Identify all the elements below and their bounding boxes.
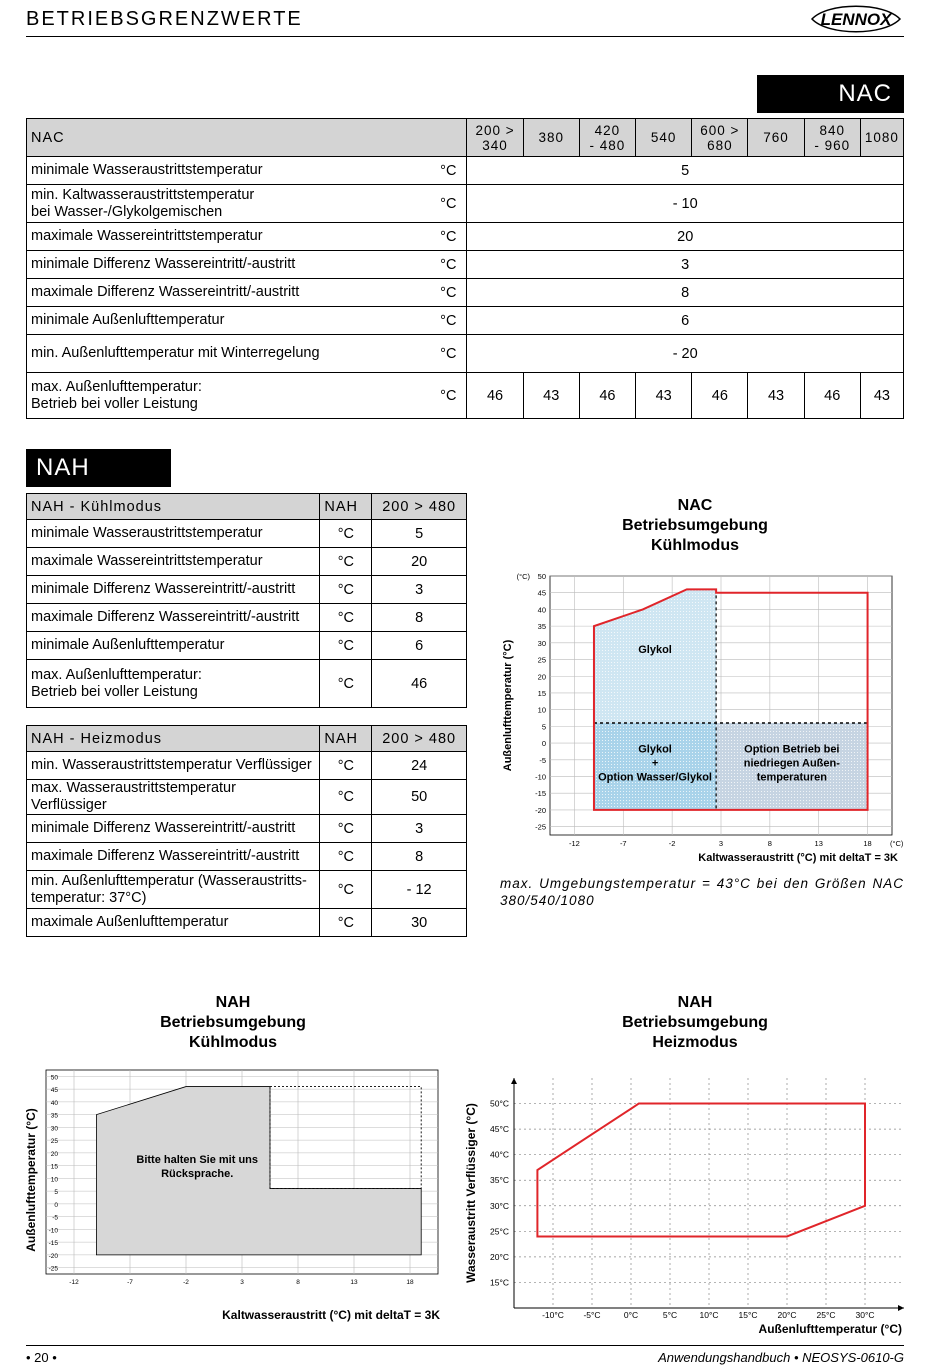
- table-row: [27, 632, 467, 660]
- row-value: 20: [372, 548, 467, 576]
- y-axis-label: Außenlufttemperatur (°C): [24, 1108, 38, 1252]
- nac-section-badge: NAC: [757, 75, 904, 113]
- row-value: 8: [372, 843, 467, 871]
- table-size-header: 200 > 480: [372, 494, 467, 520]
- table-title: NAH - Heizmodus: [27, 726, 320, 752]
- x-tick-label: 10°C: [699, 1310, 719, 1320]
- x-tick-label: 18: [863, 839, 872, 848]
- row-value: 8: [467, 279, 904, 307]
- row-unit: °C: [320, 909, 372, 937]
- nah-heating-chart: [460, 1070, 910, 1340]
- y-tick-label: 45°C: [490, 1124, 509, 1135]
- row-label: maximale Wassereintrittstemperatur: [27, 548, 320, 576]
- row-label: minimale Außenlufttemperatur: [27, 307, 395, 335]
- nac-table-row: [27, 279, 904, 307]
- nac-table-row: [27, 373, 904, 419]
- table-row: [27, 871, 467, 909]
- table-row: [27, 520, 467, 548]
- nah-cooling-table: [26, 493, 467, 708]
- row-unit: °C: [394, 307, 466, 335]
- row-value: 3: [467, 251, 904, 279]
- row-unit: °C: [394, 373, 466, 419]
- row-unit: °C: [320, 548, 372, 576]
- nac-size-column-header: 420 - 480: [579, 119, 635, 157]
- row-unit: °C: [320, 752, 372, 780]
- row-label: maximale Wassereintrittstemperatur: [27, 223, 395, 251]
- row-label: min. Wasseraustrittstemperatur Verflüssiger: [27, 752, 320, 780]
- row-label: minimale Außenlufttemperatur: [27, 632, 320, 660]
- x-tick-label: 5°C: [662, 1310, 678, 1320]
- row-value: 43: [860, 373, 903, 419]
- page-title: BETRIEBSGRENZWERTE: [26, 8, 303, 30]
- row-label: maximale Differenz Wassereintritt/-austritt: [27, 279, 395, 307]
- table-title: NAH - Kühlmodus: [27, 494, 320, 520]
- x-tick-label: 8: [296, 1279, 300, 1286]
- row-label: max. Wasseraustrittstemperatur Verflüssiger: [27, 780, 320, 815]
- table-model-header: NAH: [320, 726, 372, 752]
- y-tick-label: 10: [537, 705, 546, 715]
- x-tick-label: -12: [569, 839, 580, 848]
- nah-heating-table: [26, 725, 467, 937]
- table-size-header: 200 > 480: [372, 726, 467, 752]
- region-label: Glykol: [638, 743, 672, 756]
- row-value: - 20: [467, 335, 904, 373]
- row-label: min. Kaltwasseraustrittstemperatur bei Wasser-/Glykolgemischen: [27, 185, 395, 223]
- row-unit: °C: [320, 780, 372, 815]
- x-tick-label: 13: [814, 839, 823, 848]
- y-tick-label: 20: [537, 672, 546, 682]
- table-row: [27, 815, 467, 843]
- nac-table-row: [27, 307, 904, 335]
- region-label: Option Betrieb bei: [744, 743, 840, 756]
- y-tick-label: 40: [537, 605, 546, 615]
- region-label: +: [651, 757, 659, 770]
- y-tick-label: 20: [50, 1150, 58, 1158]
- x-tick-label: 30°C: [855, 1310, 875, 1320]
- y-tick-label: -5: [52, 1214, 58, 1222]
- row-unit: °C: [320, 632, 372, 660]
- row-value: 3: [372, 576, 467, 604]
- table-header-row: [27, 726, 467, 752]
- x-tick-label: 20°C: [777, 1310, 797, 1320]
- row-value: 43: [748, 373, 804, 419]
- y-tick-label: 10: [50, 1176, 58, 1184]
- row-label: min. Außenlufttemperatur (Wasseraustritts- temperatur: 37°C): [27, 871, 320, 909]
- nac-size-column-header: 840 - 960: [804, 119, 860, 157]
- footer-rule: [26, 1345, 904, 1346]
- row-label: minimale Wasseraustrittstemperatur: [27, 520, 320, 548]
- row-unit: °C: [320, 815, 372, 843]
- row-value: 43: [636, 373, 692, 419]
- region-label: niedriegen Außen-: [743, 757, 840, 770]
- nac-size-column-header: 760: [748, 119, 804, 157]
- nac-size-column-header: 380: [523, 119, 579, 157]
- row-unit: °C: [320, 576, 372, 604]
- row-label: minimale Wasseraustrittstemperatur: [27, 157, 395, 185]
- row-value: - 10: [467, 185, 904, 223]
- row-unit: °C: [394, 157, 466, 185]
- y-tick-label: -25: [48, 1265, 58, 1273]
- region-label: Option Wasser/Glykol: [598, 771, 712, 784]
- y-unit-label: (°C): [516, 572, 530, 581]
- x-tick-label: -10°C: [542, 1310, 564, 1320]
- row-unit: °C: [394, 223, 466, 251]
- y-tick-label: 5: [541, 722, 546, 732]
- y-tick-label: -20: [535, 805, 546, 815]
- nac-table-row: [27, 223, 904, 251]
- y-tick-label: -15: [48, 1240, 58, 1248]
- x-axis-label: Außenlufttemperatur (°C): [758, 1322, 902, 1336]
- table-row: [27, 576, 467, 604]
- row-label: min. Außenlufttemperatur mit Winterregelung: [27, 335, 395, 373]
- row-value: - 12: [372, 871, 467, 909]
- y-tick-label: 30: [537, 638, 546, 648]
- row-label: max. Außenlufttemperatur: Betrieb bei voller Leistung: [27, 373, 395, 419]
- nac-header-label: NAC: [27, 119, 467, 157]
- x-tick-label: -12: [69, 1279, 79, 1286]
- row-value: 3: [372, 815, 467, 843]
- y-tick-label: 30°C: [490, 1200, 509, 1211]
- y-tick-label: 45: [50, 1087, 58, 1095]
- row-label: minimale Differenz Wassereintritt/-austritt: [27, 251, 395, 279]
- nac-table-row: [27, 157, 904, 185]
- row-value: 8: [372, 604, 467, 632]
- y-tick-label: -10: [48, 1227, 58, 1235]
- region-label: temperaturen: [756, 771, 827, 784]
- row-unit: °C: [320, 871, 372, 909]
- nac-cooling-chart: [496, 568, 904, 868]
- row-value: 30: [372, 909, 467, 937]
- x-tick-label: 8: [767, 839, 772, 848]
- row-unit: °C: [394, 185, 466, 223]
- row-unit: °C: [320, 520, 372, 548]
- y-tick-label: 0: [54, 1201, 58, 1209]
- table-row: [27, 604, 467, 632]
- logo-text: LENNOX: [820, 10, 892, 29]
- table-row: [27, 780, 467, 815]
- nac-chart-title: NAC Betriebsumgebung Kühlmodus: [622, 497, 768, 554]
- nac-size-column-header: 1080: [860, 119, 903, 157]
- nac-note: max. Umgebungstemperatur = 43°C bei den Größen NAC 380/540/1080: [500, 876, 904, 908]
- row-value: 50: [372, 780, 467, 815]
- y-tick-label: 0: [541, 739, 546, 749]
- y-tick-label: -25: [535, 822, 546, 832]
- nac-size-column-header: 200 > 340: [467, 119, 523, 157]
- document-id: Anwendungshandbuch • NEOSYS-0610-G: [658, 1350, 904, 1365]
- row-unit: °C: [320, 604, 372, 632]
- y-tick-label: 50°C: [490, 1098, 509, 1109]
- row-value: 46: [372, 660, 467, 708]
- row-unit: °C: [320, 843, 372, 871]
- x-tick-label: -7: [619, 839, 627, 848]
- table-row: [27, 660, 467, 708]
- nac-table-row: [27, 251, 904, 279]
- y-tick-label: 45: [537, 588, 546, 598]
- y-tick-label: 35: [537, 622, 546, 632]
- table-model-header: NAH: [320, 494, 372, 520]
- x-tick-label: 15°C: [738, 1310, 758, 1320]
- row-unit: °C: [394, 279, 466, 307]
- table-row: [27, 909, 467, 937]
- x-tick-label: 18: [406, 1279, 414, 1286]
- row-value: 46: [804, 373, 860, 419]
- nac-limits-table: [26, 118, 904, 419]
- row-value: 43: [523, 373, 579, 419]
- y-axis-label: Wasseraustritt Verflüssiger (°C): [464, 1103, 478, 1283]
- y-tick-label: 15°C: [490, 1277, 509, 1288]
- y-axis-label: Außenlufttemperatur (°C): [502, 639, 514, 772]
- y-tick-label: 50: [537, 572, 546, 581]
- row-value: 5: [467, 157, 904, 185]
- row-value: 46: [692, 373, 748, 419]
- x-axis-label: Kaltwasseraustritt (°C) mit deltaT = 3K: [698, 852, 898, 864]
- y-tick-label: -5: [539, 755, 546, 765]
- y-tick-label: -15: [535, 789, 546, 799]
- x-axis-label: Kaltwasseraustritt (°C) mit deltaT = 3K: [222, 1308, 440, 1322]
- consult-annotation: Rücksprache.: [161, 1168, 234, 1181]
- row-value: 6: [372, 632, 467, 660]
- x-tick-label: 0°C: [623, 1310, 639, 1320]
- row-value: 6: [467, 307, 904, 335]
- row-label: minimale Differenz Wassereintritt/-austritt: [27, 815, 320, 843]
- nac-size-column-header: 600 > 680: [692, 119, 748, 157]
- row-label: max. Außenlufttemperatur: Betrieb bei voller Leistung: [27, 660, 320, 708]
- nac-table-row: [27, 335, 904, 373]
- consult-annotation: Bitte halten Sie mit uns: [136, 1154, 259, 1167]
- row-unit: °C: [320, 660, 372, 708]
- row-label: maximale Außenlufttemperatur: [27, 909, 320, 937]
- row-value: 5: [372, 520, 467, 548]
- y-tick-label: -10: [535, 772, 546, 782]
- lennox-logo: [808, 4, 904, 34]
- table-row: [27, 548, 467, 576]
- y-tick-label: 30: [50, 1125, 58, 1133]
- row-unit: °C: [394, 335, 466, 373]
- x-tick-label: 3: [718, 839, 724, 848]
- y-tick-label: 50: [50, 1074, 58, 1082]
- y-tick-label: 20°C: [490, 1251, 509, 1262]
- y-tick-label: 15: [537, 688, 546, 698]
- row-value: 46: [579, 373, 635, 419]
- y-tick-label: 35°C: [490, 1175, 509, 1186]
- nac-table-row: [27, 185, 904, 223]
- y-tick-label: -20: [48, 1252, 58, 1260]
- header-rule: [26, 36, 904, 37]
- region-label: Glykol: [638, 643, 672, 656]
- nac-header-row: [27, 119, 904, 157]
- nac-size-column-header: 540: [636, 119, 692, 157]
- y-tick-label: 25: [537, 655, 546, 665]
- x-tick-label: -5°C: [583, 1310, 601, 1320]
- row-label: minimale Differenz Wassereintritt/-austritt: [27, 576, 320, 604]
- y-tick-label: 25°C: [490, 1226, 509, 1237]
- y-tick-label: 40°C: [490, 1149, 509, 1160]
- y-tick-label: 25: [50, 1138, 58, 1146]
- x-tick-label: 13: [350, 1279, 358, 1286]
- nah-cool-chart-title: NAH Betriebsumgebung Kühlmodus: [160, 994, 306, 1051]
- y-tick-label: 40: [50, 1099, 58, 1107]
- nah-heat-chart-title: NAH Betriebsumgebung Heizmodus: [622, 994, 768, 1051]
- row-value: 20: [467, 223, 904, 251]
- x-unit-label: (°C): [890, 839, 904, 848]
- row-value: 24: [372, 752, 467, 780]
- x-tick-label: -7: [127, 1279, 133, 1286]
- y-tick-label: 5: [54, 1189, 58, 1197]
- nah-cooling-chart: [20, 1068, 444, 1328]
- x-tick-label: -2: [668, 839, 676, 848]
- table-row: [27, 752, 467, 780]
- y-tick-label: 35: [50, 1112, 58, 1120]
- page-number: • 20 •: [26, 1350, 57, 1365]
- nah-section-badge: NAH: [26, 449, 171, 487]
- x-tick-label: -2: [183, 1279, 189, 1286]
- table-header-row: [27, 494, 467, 520]
- row-value: 46: [467, 373, 523, 419]
- row-label: maximale Differenz Wassereintritt/-austritt: [27, 604, 320, 632]
- row-label: maximale Differenz Wassereintritt/-austritt: [27, 843, 320, 871]
- y-tick-label: 15: [50, 1163, 58, 1171]
- row-unit: °C: [394, 251, 466, 279]
- table-row: [27, 843, 467, 871]
- x-tick-label: 25°C: [816, 1310, 836, 1320]
- x-tick-label: 3: [240, 1279, 244, 1286]
